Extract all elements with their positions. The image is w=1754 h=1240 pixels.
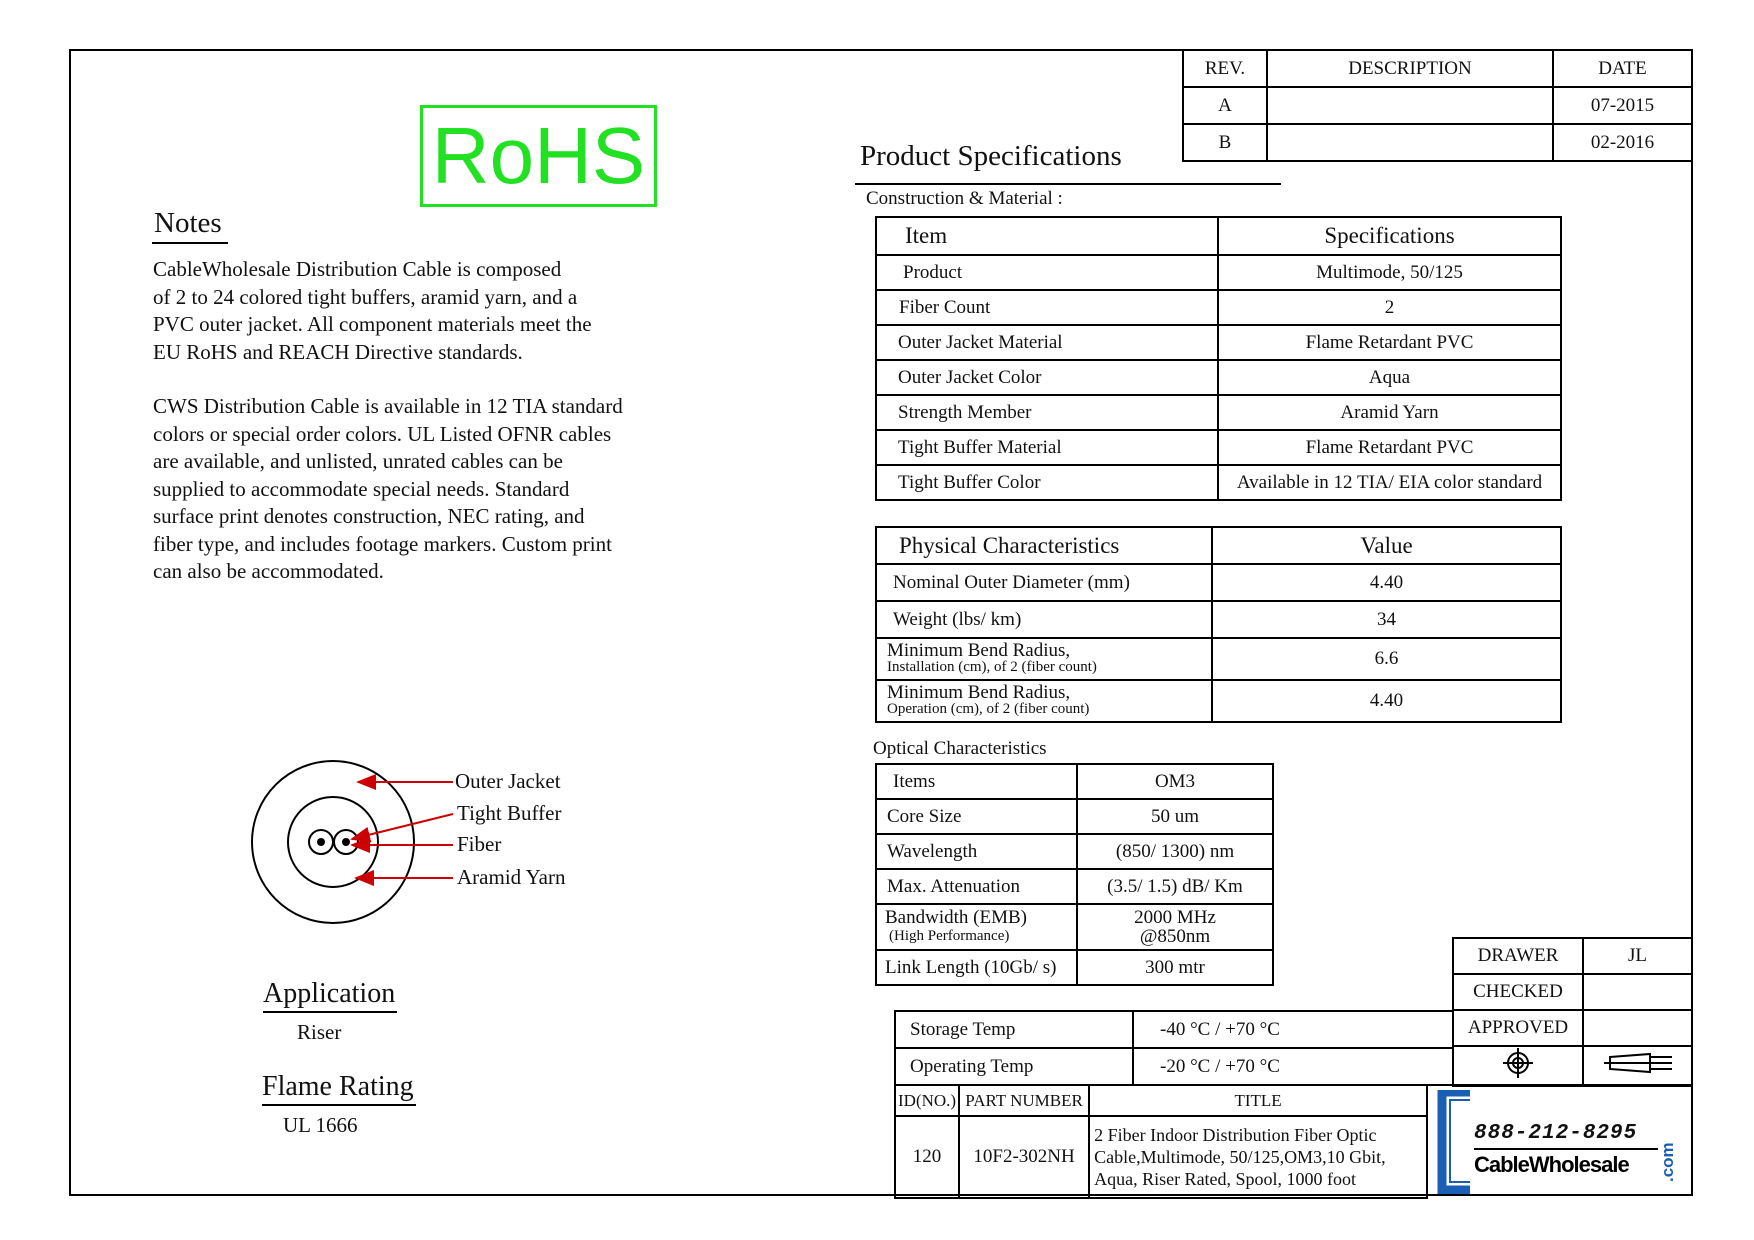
physical-header: Physical Characteristics: [876, 527, 1212, 564]
storage-temp-value: -40 °C / +70 °C: [1133, 1011, 1453, 1048]
description-cell: [1267, 124, 1553, 161]
description-header: DESCRIPTION: [1267, 50, 1553, 87]
temperature-table: [894, 1010, 1454, 1086]
table-cell: Tight Buffer Material: [876, 430, 1218, 465]
notes-paragraph-2: [153, 393, 623, 586]
table-cell: 6.6: [1212, 638, 1561, 680]
table-cell: Multimode, 50/125: [1218, 255, 1561, 290]
table-cell: 4.40: [1212, 564, 1561, 601]
cell-line: Minimum Bend Radius,: [887, 682, 1071, 703]
table-cell: 4.40: [1212, 680, 1561, 722]
outer-jacket-label: Outer Jacket: [455, 769, 561, 793]
notes-line: are available, and unlisted, unrated cables can be: [153, 449, 563, 473]
notes-line: of 2 to 24 colored tight buffers, aramid yarn, and a: [153, 284, 578, 309]
item-header: Item: [876, 217, 1218, 255]
table-cell: Aqua: [1218, 360, 1561, 395]
table-cell: OM3: [1077, 764, 1273, 799]
projection-symbol-cell: [1453, 1046, 1583, 1086]
title-line: 2 Fiber Indoor Distribution Fiber Optic: [1094, 1125, 1377, 1145]
tight-buffer-label: Tight Buffer: [457, 801, 562, 825]
notes-line: supplied to accommodate special needs. Standard: [153, 476, 570, 501]
specifications-header: Specifications: [1218, 217, 1561, 255]
table-cell: 50 um: [1077, 799, 1273, 834]
table-cell: Core Size: [876, 799, 1077, 834]
flame-rating-heading: Flame Rating: [262, 1071, 416, 1106]
logo-tld: .com: [1658, 1142, 1677, 1182]
table-cell: [876, 638, 1212, 680]
optical-label: Optical Characteristics: [873, 738, 1047, 759]
cell-line: @850nm: [1139, 926, 1211, 947]
notes-line: surface print denotes construction, NEC rating, and: [153, 504, 585, 528]
table-cell: Max. Attenuation: [876, 869, 1077, 904]
construction-table: [875, 216, 1562, 501]
tight-buffer-arrow: [352, 814, 453, 839]
notes-line: EU RoHS and REACH Directive standards.: [153, 339, 523, 364]
part-title-table: [894, 1084, 1428, 1199]
projection-cone-icon: [1602, 1050, 1674, 1076]
storage-temp-label: Storage Temp: [895, 1011, 1133, 1048]
title-line: Cable,Multimode, 50/125,OM3,10 Gbit,: [1094, 1147, 1386, 1167]
table-cell: [876, 680, 1212, 722]
notes-line: colors or special order colors. UL Listed OFNR cables: [153, 421, 612, 446]
id-value: 120: [895, 1116, 959, 1198]
rev-cell: A: [1183, 87, 1267, 124]
logo-phone: 888-212-8295: [1474, 1122, 1638, 1145]
part-number-header: PART NUMBER: [959, 1085, 1089, 1116]
part-number-value: 10F2-302NH: [959, 1116, 1089, 1198]
table-cell: Available in 12 TIA/ EIA color standard: [1218, 465, 1561, 500]
checked-value: [1583, 974, 1692, 1010]
table-cell: (850/ 1300) nm: [1077, 834, 1273, 869]
approved-label: APPROVED: [1453, 1010, 1583, 1046]
table-cell: 34: [1212, 601, 1561, 638]
rev-cell: B: [1183, 124, 1267, 161]
table-cell: Flame Retardant PVC: [1218, 430, 1561, 465]
aramid-yarn-label: Aramid Yarn: [457, 865, 566, 889]
logo-bracket-icon: [1436, 1090, 1476, 1194]
cell-line: Bandwidth (EMB): [885, 907, 1027, 928]
drawer-label: DRAWER: [1453, 938, 1583, 974]
application-value: Riser: [297, 1020, 342, 1044]
notes-line: CWS Distribution Cable is available in 12 TIA standard: [153, 394, 623, 418]
logo-block: [1426, 1084, 1693, 1196]
table-cell: Flame Retardant PVC: [1218, 325, 1561, 360]
logo-rule: [1474, 1148, 1658, 1150]
cell-line: 2000 MHz: [1134, 907, 1216, 928]
cell-line: Minimum Bend Radius,: [887, 640, 1071, 661]
notes-line: CableWholesale Distribution Cable is composed: [153, 257, 562, 281]
heading-underline: [855, 183, 1281, 185]
notes-line: PVC outer jacket. All component materials meet the: [153, 312, 592, 336]
rev-header: REV.: [1183, 50, 1267, 87]
cell-subline: Installation (cm), of 2 (fiber count): [887, 659, 1097, 675]
table-cell: [876, 904, 1077, 950]
table-cell: Link Length (10Gb/ s): [876, 950, 1077, 985]
fiber-label: Fiber: [457, 832, 502, 856]
value-header: Value: [1212, 527, 1561, 564]
title-header: TITLE: [1089, 1085, 1427, 1116]
table-cell: Nominal Outer Diameter (mm): [876, 564, 1212, 601]
notes-paragraph-1: [153, 256, 592, 366]
notes-heading: Notes: [152, 207, 228, 244]
date-cell: 07-2015: [1553, 87, 1692, 124]
checked-label: CHECKED: [1453, 974, 1583, 1010]
table-cell: Fiber Count: [876, 290, 1218, 325]
date-cell: 02-2016: [1553, 124, 1692, 161]
notes-line: fiber type, and includes footage markers. Custom print: [153, 531, 612, 556]
table-cell: Product: [876, 255, 1218, 290]
flame-rating-value: UL 1666: [283, 1113, 358, 1137]
table-cell: Outer Jacket Color: [876, 360, 1218, 395]
drawer-value: JL: [1583, 938, 1692, 974]
revision-table: [1182, 49, 1693, 162]
title-value: [1089, 1116, 1427, 1198]
physical-characteristics-table: [875, 526, 1562, 723]
table-cell: Tight Buffer Color: [876, 465, 1218, 500]
description-cell: [1267, 87, 1553, 124]
construction-label: Construction & Material :: [866, 188, 1063, 209]
table-cell: Weight (lbs/ km): [876, 601, 1212, 638]
cell-subline: (High Performance): [889, 928, 1010, 944]
table-cell: (3.5/ 1.5) dB/ Km: [1077, 869, 1273, 904]
product-specifications-heading: Product Specifications: [860, 140, 1122, 172]
approved-value: [1583, 1010, 1692, 1046]
title-line: Aqua, Riser Rated, Spool, 1000 foot: [1094, 1169, 1357, 1189]
table-cell: Wavelength: [876, 834, 1077, 869]
approval-table: [1452, 937, 1693, 1087]
rohs-badge: RoHS: [420, 105, 657, 207]
logo-brand: CableWholesale: [1474, 1152, 1629, 1177]
application-heading: Application: [263, 978, 397, 1013]
table-cell: Outer Jacket Material: [876, 325, 1218, 360]
cell-subline: Operation (cm), of 2 (fiber count): [887, 701, 1090, 717]
date-header: DATE: [1553, 50, 1692, 87]
diagram-callout-arrows: [320, 760, 460, 900]
table-cell: 2: [1218, 290, 1561, 325]
table-cell: Items: [876, 764, 1077, 799]
optical-characteristics-table: [875, 763, 1274, 986]
operating-temp-value: -20 °C / +70 °C: [1133, 1048, 1453, 1085]
projection-symbol-cell: [1583, 1046, 1692, 1086]
operating-temp-label: Operating Temp: [895, 1048, 1133, 1085]
table-cell: [1077, 904, 1273, 950]
table-cell: Strength Member: [876, 395, 1218, 430]
table-cell: 300 mtr: [1077, 950, 1273, 985]
notes-line: can also be accommodated.: [153, 559, 384, 583]
id-header: ID(NO.): [895, 1085, 959, 1116]
crosshair-icon: [1501, 1048, 1535, 1078]
table-cell: Aramid Yarn: [1218, 395, 1561, 430]
